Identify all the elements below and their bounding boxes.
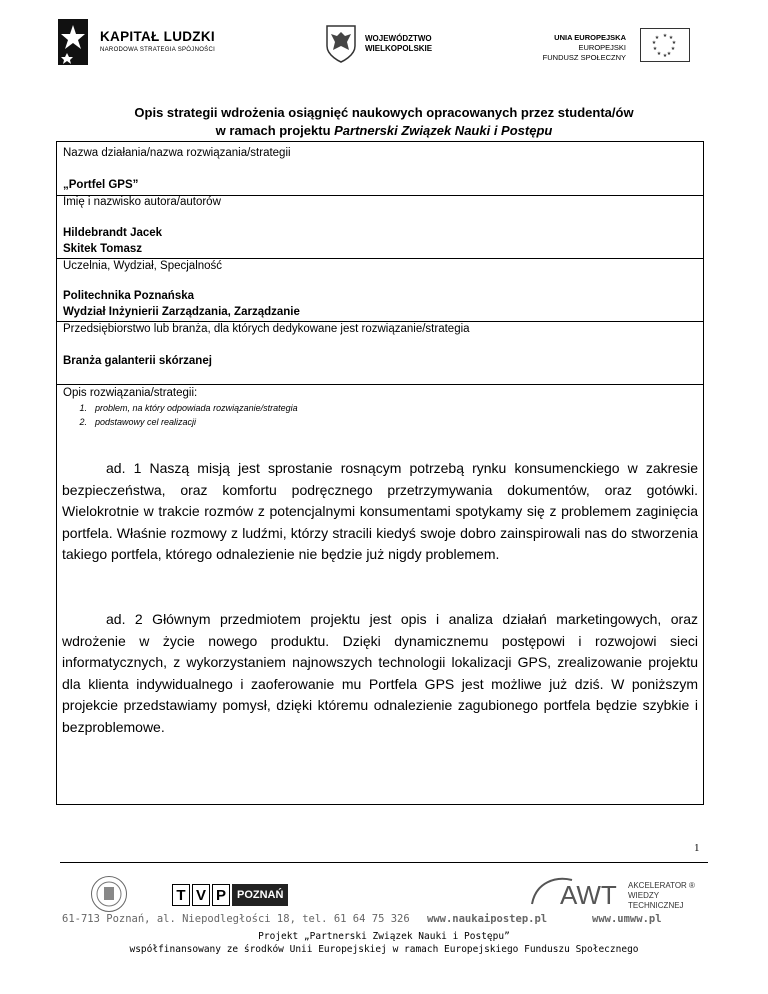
strategy-table <box>56 141 704 805</box>
value-author-2: Skitek Tomasz <box>63 243 143 255</box>
label-description: Opis rozwiązania/strategii: <box>63 387 198 399</box>
document-title-line1: Opis strategii wdrożenia osiągnięć naukowych opracowanych przez studenta/ów <box>134 105 634 120</box>
footer-website-link[interactable]: www.naukaipostep.pl <box>427 913 548 925</box>
value-author-1: Hildebrandt Jacek <box>63 227 163 239</box>
label-solution-name: Nazwa działania/nazwa rozwiązania/strategii <box>63 147 291 159</box>
kapital-ludzki-title: KAPITAŁ LUDZKI <box>100 29 215 44</box>
tvp-poznan-logo <box>172 884 288 906</box>
project-name: Partnerski Związek Nauki i Postępu <box>334 123 553 138</box>
svg-text:★: ★ <box>668 35 674 41</box>
label-university: Uczelnia, Wydział, Specjalność <box>63 260 223 272</box>
wielkopolska-line1: WOJEWÓDZTWO <box>365 34 432 43</box>
value-faculty: Wydział Inżynierii Zarządzania, Zarządzanie <box>63 306 300 318</box>
eu-line3: FUNDUSZ SPOŁECZNY <box>542 53 626 62</box>
kapital-ludzki-logo-icon <box>58 19 88 65</box>
awt-logo-letters: AWT <box>560 880 617 908</box>
svg-text:★: ★ <box>671 40 677 46</box>
svg-text:★: ★ <box>651 40 657 46</box>
value-solution-name: „Portfel GPS” <box>63 179 139 191</box>
svg-text:★: ★ <box>666 51 672 57</box>
tvp-letter: T <box>172 884 190 906</box>
svg-text:★: ★ <box>670 46 676 52</box>
kapital-ludzki-subtitle: NARODOWA STRATEGIA SPÓJNOŚCI <box>100 47 216 53</box>
svg-text:★: ★ <box>662 53 668 59</box>
description-list <box>63 401 298 429</box>
value-industry: Branża galanterii skórzanej <box>63 355 212 367</box>
footer-divider <box>60 862 708 863</box>
row-divider <box>57 384 703 385</box>
footer-funding: współfinansowany ze środków Unii Europejskiej w ramach Europejskiego Funduszu Społecznego <box>129 944 639 955</box>
footer-website-link[interactable]: www.umww.pl <box>592 913 662 925</box>
tvp-letter: P <box>212 884 230 906</box>
svg-text:★: ★ <box>652 46 658 52</box>
label-industry: Przedsiębiorstwo lub branża, dla których dedykowane jest rozwiązanie/strategia <box>63 323 470 335</box>
eu-line1: UNIA EUROPEJSKA <box>554 33 626 42</box>
wielkopolska-name <box>365 34 432 54</box>
awt-logo <box>526 874 626 908</box>
awt-line3: TECHNICZNEJ <box>628 901 684 910</box>
tvp-city: POZNAŃ <box>232 884 288 906</box>
awt-line2: WIEDZY <box>628 891 660 900</box>
value-university: Politechnika Poznańska <box>63 290 195 302</box>
paragraph-1: ad. 1 Naszą misją jest sprostanie rosnącym potrzebą rynku konsumenckiego w zakresie bezpieczeństwa, oraz komfortu podręcznego przetrzymywania dokumentów, oraz gotówki. Wielokrotnie w trakcie rozmów z potencjalnymi konsumentami spotykamy się z problemem zaginięcia portfela. Właśnie rozmowy z ludźmi, którzy stracili kiedyś swoje dobro zainspirowali nas do stworzenia takiego portfela, którego odnalezienie nie będzie już nigdy problemem. <box>62 460 698 562</box>
page-number: 1 <box>694 842 700 854</box>
list-item: 2. podstawowy cel realizacji <box>79 417 197 427</box>
label-authors: Imię i nazwisko autora/autorów <box>63 196 221 208</box>
row-divider <box>57 258 703 259</box>
row-divider <box>57 321 703 322</box>
awt-caption <box>628 881 695 911</box>
footer-address: 61-713 Poznań, al. Niepodległości 18, tel. 61 64 75 326 <box>62 913 410 925</box>
svg-text:★: ★ <box>654 35 660 41</box>
list-item: 1. problem, na który odpowiada rozwiązanie/strategia <box>79 403 298 413</box>
footer-project: Projekt „Partnerski Związek Nauki i Postępu” <box>258 931 510 942</box>
document-title-prefix: w ramach projektu <box>215 123 335 138</box>
awt-line1: AKCELERATOR ® <box>628 881 695 890</box>
svg-text:★: ★ <box>662 33 668 39</box>
paragraph-2: ad. 2 Głównym przedmiotem projektu jest opis i analiza działań marketingowych, oraz wdrożenie w życie nowego produktu. Dzięki dynamicznemu postępowi i rozwojowi sieci informatycznych, z wykorzystaniem najnowszych technologii lokalizacji GPS, zrealizowanie projektu dla klienta indywidualnego i zaoferowanie mu Portfela GPS jest możliwe już dziś. W poniższym projekcie przedstawiamy pomysł, dzięki któremu odnalezienie zagubionego portfela będzie szybkie i bezproblemowe. <box>62 611 698 735</box>
eu-line2: EUROPEJSKI <box>578 43 626 52</box>
svg-text:★: ★ <box>656 51 662 57</box>
eu-label <box>520 33 626 63</box>
document-title-line2 <box>0 122 768 140</box>
university-seal-icon <box>91 876 127 912</box>
tvp-letter: V <box>192 884 210 906</box>
eu-flag-icon <box>640 28 690 62</box>
wielkopolska-line2: WIELKOPOLSKIE <box>365 44 433 53</box>
wielkopolska-crest-icon <box>325 24 357 64</box>
